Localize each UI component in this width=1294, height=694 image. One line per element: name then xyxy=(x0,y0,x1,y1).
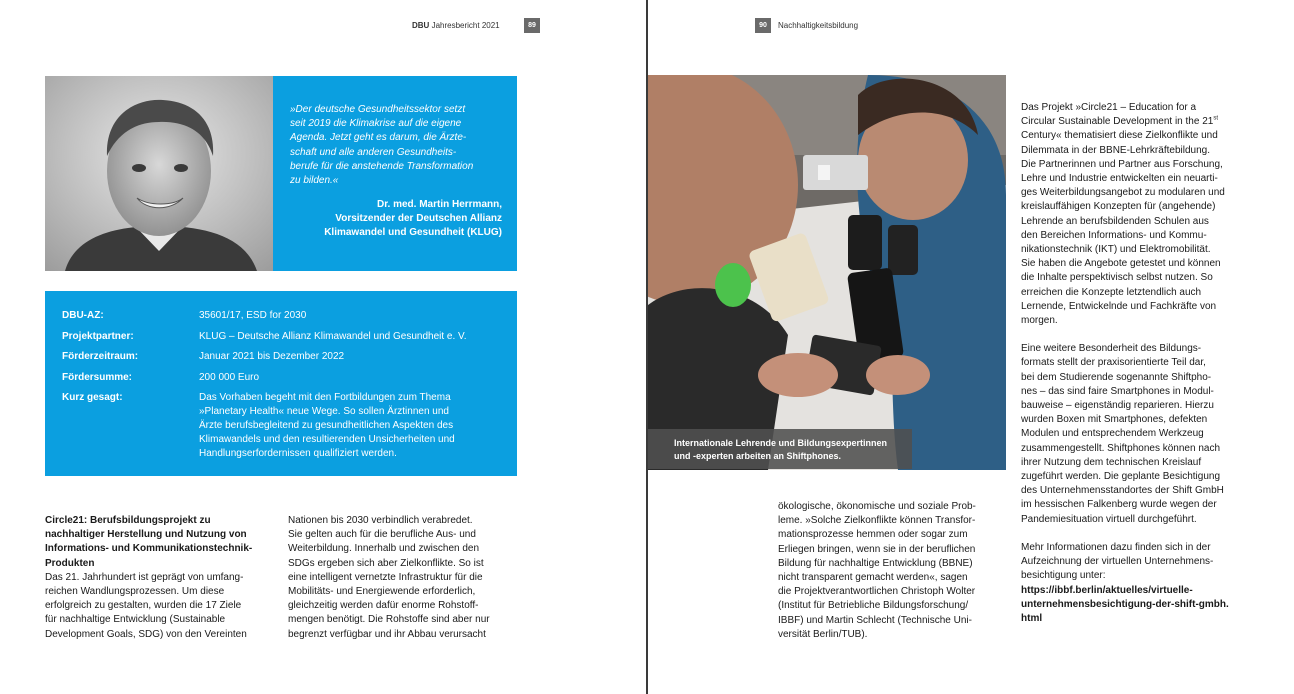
article-column-4: Das Projekt »Circle21 – Education for a Circular Sustainable Development in the 21st Century« thematisiert diese Zielkonflikte und Dilemmata in der BBNE-Lehrkräftebildung. Die Partnerinnen und Partner aus Forschung, Lehre und Industrie entwickelten ein neuarti- ges Weiterbildungsangebot zu modularen und kreislauffähigen Konzepten für (angehende) Lehrende an berufsbildenden Schulen aus den Bereichen Informations- und Kommu- nikationstechnik (IKT) und Elektromobilität. Sie haben die Angebote getestet und können die Inhalte perspektivisch selbst nutzen. So erreichen die Konzepte letztendlich auch Lernende, Entwickelnde und Fachkräfte von morgen. Eine weitere Besonderheit des Bildungs- formats stellt der praxisorientierte Teil dar, bei dem Studierende sogenannte Shiftpho- nes – das sind faire Smartphones in Modul- bauweise – eigenständig reparieren. Hierzu wurden Boxen mit Smartphones, defekten Modulen und entsprechendem Werkzeug zusammengestellt. Shiftphones können nach ihrer Nutzung dem technischen Kreislauf zugeführt werden. Die geplante Besichtigung des Unternehmensstandortes der Shift GmbH im hessischen Falkenberg wurde wegen der Pandemiesituation virtuell durchgeführt. Mehr Informationen dazu finden sich in der Aufzeichnung der virtuellen Unternehmens- besichtigung unter: https://ibbf.berlin/aktuelles/virtuelle- unternehmensbesichtigung-der-shift-gmbh. html xyxy=(1021,101,1261,626)
right-page-header: Nachhaltigkeitsbildung xyxy=(778,21,859,30)
article-column-3: ökologische, ökonomische und soziale Prob- leme. »Solche Zielkonflikte können Transfor- mationsprozesse hemmen oder sogar zum Erliegen bringen, wenn sie in der beruflichen Bildung für nachhaltige Entwicklung (BBNE) nicht transparent gemacht werden«, sagen die Projektverantwortlichen Christoph Wolter (Institut für Betriebliche Bildungsforschung/ IBBF) und Martin Schlecht (Technische Uni- versität Berlin/TUB). xyxy=(778,501,976,640)
portrait-photo xyxy=(45,76,273,271)
quote-author: Dr. med. Martin Herrmann, Vorsitzender der Deutschen Allianz Klimawandel und Gesundheit (KLUG) xyxy=(324,199,502,238)
article-column-1: Circle21: Berufsbildungsprojekt zu nachhaltiger Herstellung und Nutzung von Informations- und Kommunikationstechnik- Produkten Das 21. Jahrhundert ist geprägt von umfang- reichen Wandlungsprozessen. Um diese erfolgreich zu gestalten, wurden die 17 Ziele für nachhaltige Entwicklung (Sustainable Development Goals, SDG) von den Vereinten xyxy=(45,514,275,642)
workshop-photo xyxy=(648,75,1006,470)
portrait-image xyxy=(45,76,273,271)
header-title: Jahresbericht 2021 xyxy=(431,21,500,30)
article-heading: Circle21: Berufsbildungsprojekt zu nachhaltiger Herstellung und Nutzung von Informations- und Kommunikationstechnik- Produkten xyxy=(45,515,253,569)
photo-caption: Internationale Lehrende und Bildungsexpertinnen und -experten arbeiten an Shiftphones. xyxy=(648,429,912,469)
left-page-header xyxy=(412,21,500,30)
info-row-partner: Projektpartner: KLUG – Deutsche Allianz Klimawandel und Gesundheit e. V. xyxy=(62,331,467,342)
quote-box xyxy=(273,76,517,271)
shift-visit-link[interactable]: https://ibbf.berlin/aktuelles/virtuelle- unternehmensbesichtigung-der-shift-gmbh. html xyxy=(1021,584,1229,624)
page-number-right: 90 xyxy=(755,18,771,33)
page-number-left: 89 xyxy=(524,18,540,33)
workshop-image xyxy=(648,75,1006,470)
article-column-2: Nationen bis 2030 verbindlich verabredet. Sie gelten auch für die berufliche Aus- und Weiterbildung. Innerhalb und zwischen den SDGs ergeben sich aber Zielkonflikte. So ist eine intelligent vernetzte Infrastruktur für die Mobilitäts- und Energiewende erforderlich, gleichzeitig werden dafür enorme Rohstoff- mengen benötigt. Die Rohstoffe sind aber nur begrenzt verfügbar und ihr Abbau verursacht xyxy=(288,515,490,640)
info-row-amount: Fördersumme: 200 000 Euro xyxy=(62,372,260,383)
project-info-box xyxy=(45,291,517,476)
header-brand: DBU xyxy=(412,21,430,30)
info-row-az: DBU-AZ: 35601/17, ESD for 2030 xyxy=(62,310,307,321)
info-row-summary: Kurz gesagt: Das Vorhaben begeht mit den Fortbildungen zum Thema »Planetary Health« neue Wege. So sollen Ärztinnen und Ärzte berufsbegleitend zu gesundheitlichen Aspekten des Klimawandels und den resultierenden Unsicherheiten und Handlungserfordernissen qualifiziert werden. xyxy=(62,392,455,459)
quote-text: »Der deutsche Gesundheitssektor setzt seit 2019 die Klimakrise auf die eigene Agenda. Jetzt geht es darum, die Ärzte- schaft und alle anderen Gesundheits- berufe für die anstehende Transformation zu bilden.« xyxy=(290,104,474,187)
info-row-period: Förderzeitraum: Januar 2021 bis Dezember 2022 xyxy=(62,351,345,362)
